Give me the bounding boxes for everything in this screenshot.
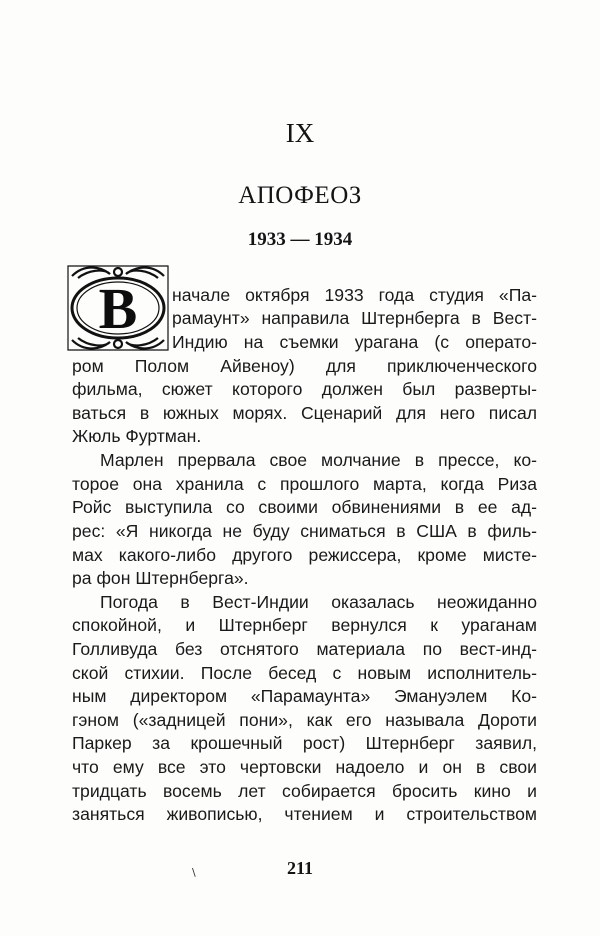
chapter-years: 1933 — 1934 — [247, 229, 353, 250]
ornamental-drop-cap — [64, 262, 172, 354]
text-line: Индию на съемки урагана (с операто- — [172, 332, 537, 352]
text-line: рес: «Я никогда не буду сниматься в США в филь- — [72, 521, 537, 541]
text-line: ным директором «Парамаунта» Эмануэлем Ко- — [72, 686, 537, 706]
text-line: рамаунт» направила Штернберга в Вест- — [172, 308, 537, 328]
text-line: начале октября 1933 года студия «Па- — [172, 285, 537, 305]
text-line: Голливуда без отснятого материала по вест-инд- — [72, 639, 537, 659]
page-number: 211 — [286, 858, 313, 878]
text-line: ра фон Штернберга». — [72, 568, 249, 588]
text-line: фильма, сюжет которого должен был разверты- — [72, 379, 537, 399]
text-line: спокойной, и Штернберг вернулся к ураганам — [72, 615, 537, 635]
text-line: Паркер за крошечный рост) Штернберг заявил, — [72, 733, 537, 753]
text-line: мах какого-либо другого режиссера, кроме мисте- — [72, 545, 537, 565]
drop-cap-letter: В — [98, 276, 138, 341]
text-line: Ройс выступила со своими обвинениями в ее ад- — [72, 497, 537, 517]
text-line: ваться в южных морях. Сценарий для него писал — [72, 403, 537, 423]
text-line: Жюль Фуртман. — [72, 426, 202, 446]
text-line: ром Полом Айвеноу) для приключенческого — [72, 356, 537, 376]
text-line: ской стихии. После бесед с новым исполнитель- — [72, 663, 537, 683]
text-line: тридцать восемь лет собирается бросить кино и — [72, 781, 537, 801]
chapter-number: IX — [285, 118, 315, 148]
text-line: Погода в Вест-Индии оказалась неожиданно — [100, 592, 537, 612]
chapter-title: АПОФЕОЗ — [238, 182, 362, 209]
text-line: Марлен прервала свое молчание в прессе, ко- — [100, 450, 537, 470]
text-line: что ему все это чертовски надоело и он в свои — [72, 757, 537, 777]
text-line: гэном («задницей пони», как его называла Дороти — [72, 710, 537, 730]
text-line: заняться живописью, чтением и строительством — [72, 804, 537, 824]
stray-mark: \ — [192, 866, 196, 879]
text-line: торое она хранила с прошлого марта, когда Риза — [72, 474, 537, 494]
